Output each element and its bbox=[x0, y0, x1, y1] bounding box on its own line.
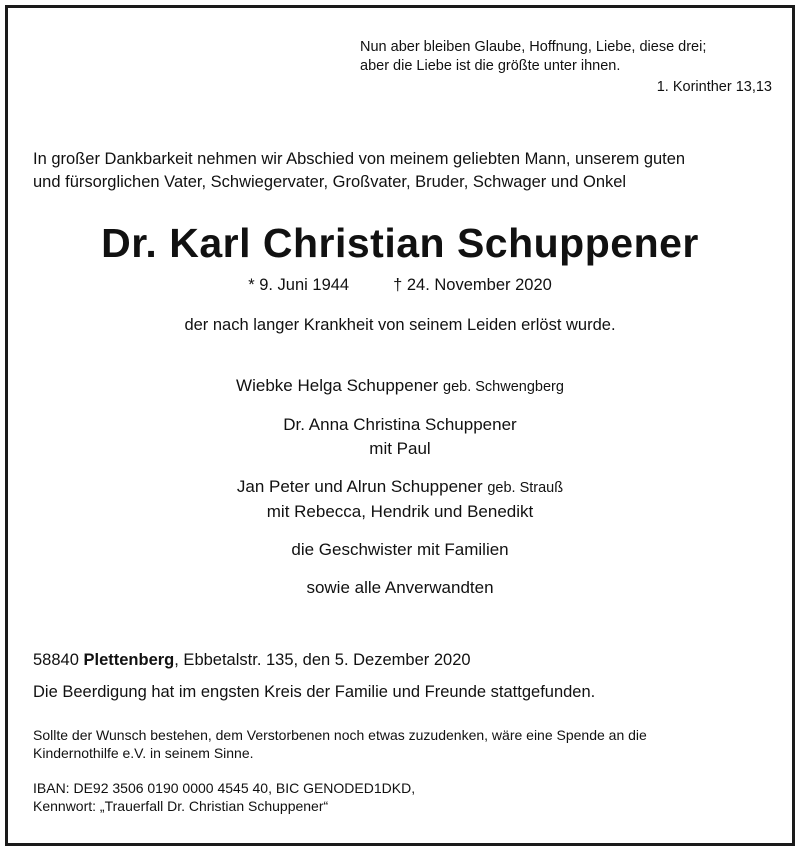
quote-line: aber die Liebe ist die größte unter ihnen. bbox=[360, 58, 621, 74]
intro-text bbox=[33, 148, 773, 194]
zip-code: 58840 bbox=[33, 651, 79, 669]
donation-line: Kindernothilfe e.V. in seinem Sinne. bbox=[33, 745, 254, 761]
donation-note bbox=[33, 726, 773, 762]
life-dates bbox=[0, 274, 800, 296]
mourner-widow bbox=[0, 374, 800, 399]
mourner-siblings: die Geschwister mit Familien bbox=[291, 540, 509, 559]
mourner-son bbox=[0, 475, 800, 524]
release-text: der nach langer Krankheit von seinem Leiden erlöst wurde. bbox=[184, 316, 616, 334]
maiden-name: geb. Schwengberg bbox=[443, 379, 564, 395]
quote-line: Nun aber bleiben Glaube, Hoffnung, Liebe, diese drei; bbox=[360, 39, 707, 55]
place-date-line bbox=[33, 648, 773, 672]
deceased-name: Dr. Karl Christian Schuppener bbox=[101, 220, 699, 266]
birth-date: * 9. Juni 1944 bbox=[248, 276, 350, 294]
death-date: † 24. November 2020 bbox=[393, 276, 552, 294]
bank-line: Kennwort: „Trauerfall Dr. Christian Schuppener“ bbox=[33, 798, 329, 814]
intro-line: und fürsorglichen Vater, Schwiegervater, Großvater, Bruder, Schwager und Onkel bbox=[33, 173, 627, 191]
mourners-list bbox=[0, 374, 800, 600]
mourner-relatives: sowie alle Anverwandten bbox=[306, 578, 494, 597]
bible-quote bbox=[360, 38, 772, 97]
donation-line: Sollte der Wunsch bestehen, dem Verstorbenen noch etwas zuzudenken, wäre eine Spende an die bbox=[33, 727, 647, 743]
mourner-daughter bbox=[0, 413, 800, 461]
maiden-name: geb. Strauß bbox=[487, 480, 564, 496]
quote-source: 1. Korinther 13,13 bbox=[656, 79, 772, 95]
mourner-name: Dr. Anna Christina Schuppener bbox=[283, 415, 517, 434]
mourner-name: Jan Peter und Alrun Schuppener bbox=[236, 477, 483, 496]
mourner-name: Wiebke Helga Schuppener bbox=[236, 376, 439, 395]
bank-line: IBAN: DE92 3506 0190 0000 4545 40, BIC GENODED1DKD, bbox=[33, 780, 416, 796]
mourner-sub: mit Rebecca, Hendrik und Benedikt bbox=[266, 502, 534, 521]
address-date: , Ebbetalstr. 135, den 5. Dezember 2020 bbox=[174, 651, 471, 669]
mourner-sub: mit Paul bbox=[369, 439, 431, 458]
intro-line: In großer Dankbarkeit nehmen wir Abschied von meinem geliebten Mann, unserem guten bbox=[33, 150, 686, 168]
funeral-note: Die Beerdigung hat im engsten Kreis der Familie und Freunde stattgefunden. bbox=[33, 683, 596, 701]
bank-details bbox=[33, 779, 773, 815]
city: Plettenberg bbox=[83, 651, 175, 669]
